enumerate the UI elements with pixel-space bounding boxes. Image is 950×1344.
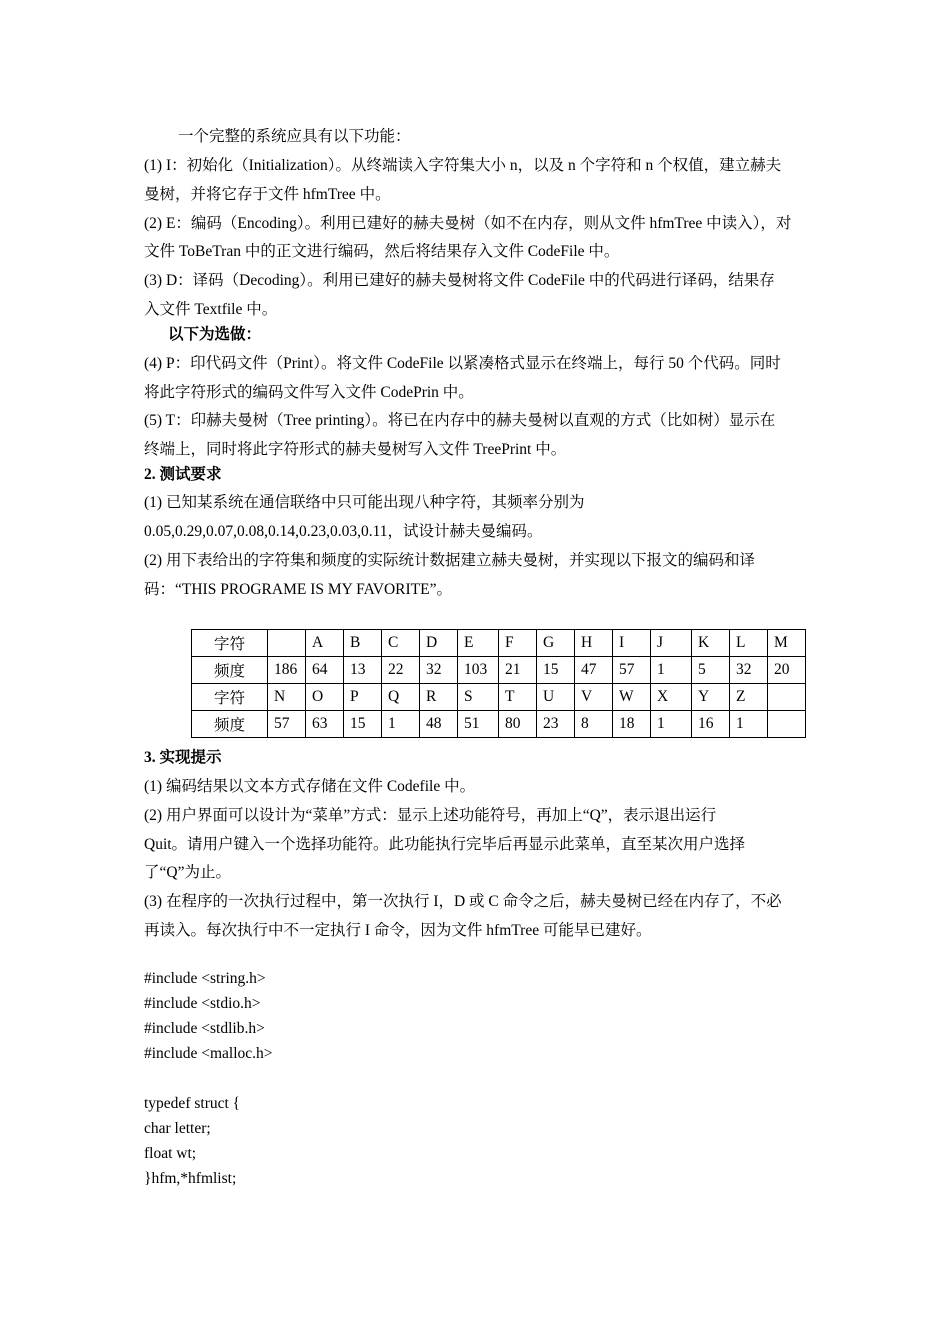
table-cell: 64 <box>306 657 344 684</box>
test-1-line-1: (1) 已知某系统在通信联络中只可能出现八种字符，其频率分别为 <box>144 494 585 511</box>
table-cell: 5 <box>692 657 730 684</box>
function-2-line-2: 文件 ToBeTran 中的正文进行编码，然后将结果存入文件 CodeFile 中。 <box>144 243 620 260</box>
hint-2-line-3: 了“Q”为止。 <box>144 864 231 881</box>
function-5-line-2: 终端上，同时将此字符形式的赫夫曼树写入文件 TreePrint 中。 <box>144 441 567 458</box>
code-line: #include <stdlib.h> <box>144 1020 265 1037</box>
table-cell: 18 <box>613 711 651 738</box>
code-line: char letter; <box>144 1120 211 1137</box>
table-cell: 47 <box>575 657 613 684</box>
table-cell: 16 <box>692 711 730 738</box>
table-cell: 22 <box>382 657 420 684</box>
function-1-line-1: (1) I：初始化（Initialization）。从终端读入字符集大小 n，以及 n 个字符和 n 个权值，建立赫夫 <box>144 157 782 174</box>
table-cell: N <box>268 684 306 711</box>
table-cell: L <box>730 630 768 657</box>
table-cell: R <box>420 684 458 711</box>
table-cell: M <box>768 630 806 657</box>
table-cell: 1 <box>651 711 692 738</box>
optional-heading: 以下为选做： <box>168 326 262 343</box>
row-label: 字符 <box>192 630 268 657</box>
table-cell: I <box>613 630 651 657</box>
table-cell: S <box>458 684 499 711</box>
function-4-line-2: 将此字符形式的编码文件写入文件 CodePrin 中。 <box>144 384 474 401</box>
table-cell: A <box>306 630 344 657</box>
table-row <box>192 711 806 738</box>
table-cell: 32 <box>730 657 768 684</box>
code-line: #include <stdio.h> <box>144 995 261 1012</box>
table-cell <box>768 684 806 711</box>
table-cell: U <box>537 684 575 711</box>
table-cell: X <box>651 684 692 711</box>
row-label: 频度 <box>192 711 268 738</box>
table-cell: 1 <box>651 657 692 684</box>
function-3-line-1: (3) D：译码（Decoding）。利用已建好的赫夫曼树将文件 CodeFile 中的代码进行译码，结果存 <box>144 272 775 289</box>
row-label: 字符 <box>192 684 268 711</box>
table-cell: K <box>692 630 730 657</box>
code-line: }hfm,*hfmlist; <box>144 1170 237 1187</box>
table-cell: H <box>575 630 613 657</box>
table-cell: 1 <box>382 711 420 738</box>
table-row <box>192 630 806 657</box>
code-line: typedef struct { <box>144 1095 241 1112</box>
hint-2-line-1: (2) 用户界面可以设计为“菜单”方式：显示上述功能符号，再加上“Q”，表示退出运行 <box>144 807 717 824</box>
table-cell: 57 <box>268 711 306 738</box>
table-cell: Q <box>382 684 420 711</box>
table-cell: P <box>344 684 382 711</box>
table-cell: E <box>458 630 499 657</box>
table-cell: 15 <box>537 657 575 684</box>
table-cell: 63 <box>306 711 344 738</box>
table-row <box>192 657 806 684</box>
table-cell: Y <box>692 684 730 711</box>
function-2-line-1: (2) E：编码（Encoding）。利用已建好的赫夫曼树（如不在内存，则从文件 hfmTree 中读入），对 <box>144 215 792 232</box>
table-cell: W <box>613 684 651 711</box>
table-cell: Z <box>730 684 768 711</box>
table-cell: C <box>382 630 420 657</box>
code-line: float wt; <box>144 1145 197 1162</box>
code-line: #include <string.h> <box>144 970 266 987</box>
table-cell <box>268 630 306 657</box>
table-cell: 48 <box>420 711 458 738</box>
test-2-line-2: 码：“THIS PROGRAME IS MY FAVORITE”。 <box>144 581 453 598</box>
table-cell: G <box>537 630 575 657</box>
table-cell: J <box>651 630 692 657</box>
frequency-table <box>191 629 806 738</box>
table-cell: 23 <box>537 711 575 738</box>
table-cell <box>768 711 806 738</box>
intro-text: 一个完整的系统应具有以下功能： <box>178 128 411 145</box>
table-cell: B <box>344 630 382 657</box>
function-3-line-2: 入文件 Textfile 中。 <box>144 301 278 318</box>
code-line: #include <malloc.h> <box>144 1045 273 1062</box>
function-4-line-1: (4) P：印代码文件（Print）。将文件 CodeFile 以紧凑格式显示在终端上，每行 50 个代码。同时 <box>144 355 781 372</box>
hint-1: (1) 编码结果以文本方式存储在文件 Codefile 中。 <box>144 778 476 795</box>
table-cell: 186 <box>268 657 306 684</box>
table-cell: 51 <box>458 711 499 738</box>
table-cell: 32 <box>420 657 458 684</box>
test-2-line-1: (2) 用下表给出的字符集和频度的实际统计数据建立赫夫曼树，并实现以下报文的编码和译 <box>144 552 755 569</box>
table-cell: 15 <box>344 711 382 738</box>
table-cell: 20 <box>768 657 806 684</box>
function-5-line-1: (5) T：印赫夫曼树（Tree printing）。将已在内存中的赫夫曼树以直观的方式（比如树）显示在 <box>144 412 776 429</box>
hint-3-line-2: 再读入。每次执行中不一定执行 I 命令，因为文件 hfmTree 可能早已建好。 <box>144 922 652 939</box>
hint-3-line-1: (3) 在程序的一次执行过程中，第一次执行 I，D 或 C 命令之后，赫夫曼树已经在内存了，不必 <box>144 893 782 910</box>
table-cell: O <box>306 684 344 711</box>
table-cell: 21 <box>499 657 537 684</box>
table-cell: F <box>499 630 537 657</box>
table-cell: V <box>575 684 613 711</box>
table-cell: 103 <box>458 657 499 684</box>
hint-2-line-2: Quit。请用户键入一个选择功能符。此功能执行完毕后再显示此菜单，直至某次用户选择 <box>144 836 746 853</box>
table-cell: D <box>420 630 458 657</box>
section-3-heading: 3. 实现提示 <box>144 749 222 766</box>
table-cell: 80 <box>499 711 537 738</box>
table-cell: T <box>499 684 537 711</box>
table-cell: 1 <box>730 711 768 738</box>
row-label: 频度 <box>192 657 268 684</box>
test-1-line-2: 0.05,0.29,0.07,0.08,0.14,0.23,0.03,0.11，试设计赫夫曼编码。 <box>144 523 543 540</box>
table-cell: 8 <box>575 711 613 738</box>
section-2-heading: 2. 测试要求 <box>144 466 222 483</box>
table-cell: 13 <box>344 657 382 684</box>
table-cell: 57 <box>613 657 651 684</box>
function-1-line-2: 曼树，并将它存于文件 hfmTree 中。 <box>144 186 391 203</box>
table-row <box>192 684 806 711</box>
